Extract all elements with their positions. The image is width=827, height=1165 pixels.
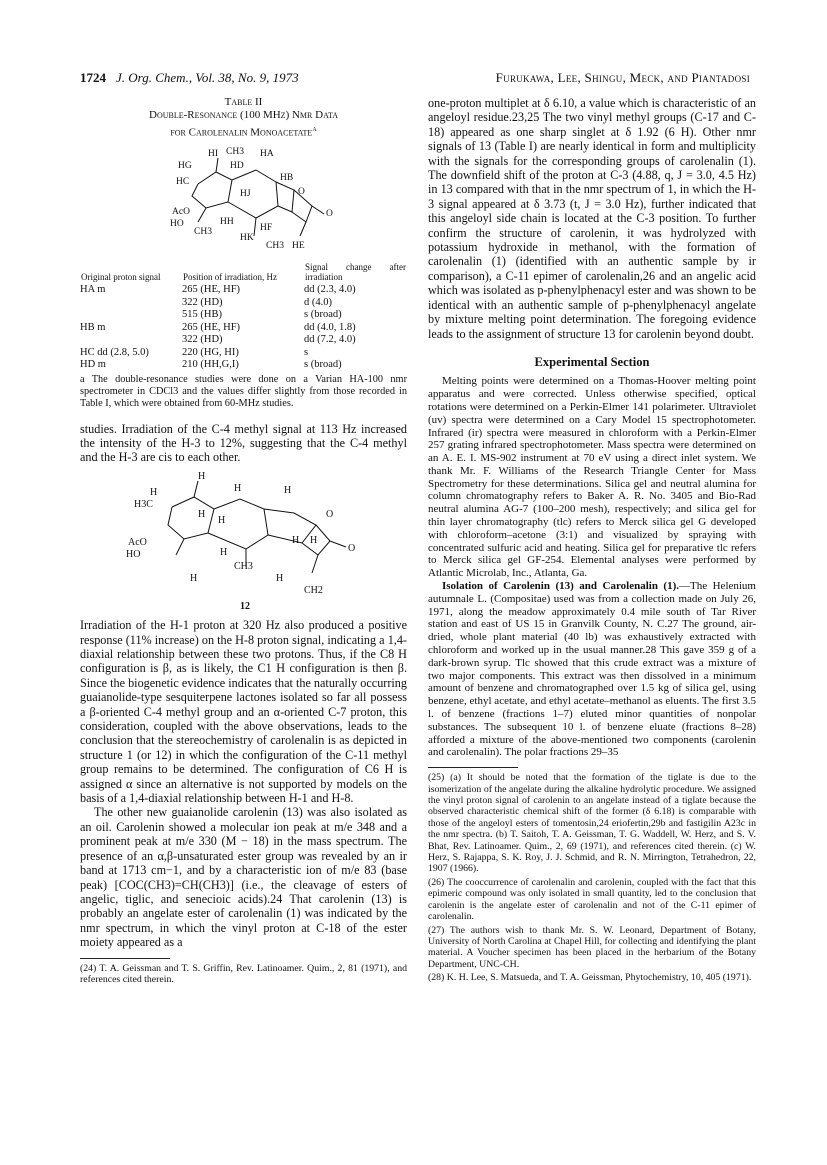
- svg-text:O: O: [326, 508, 334, 520]
- footnote-27: (27) The authors wish to thank Mr. S. W. Leonard, Department of Botany, University of North Carolina at Chapel Hill, for collecting and identifying the plant material. A Voucher specimen has been placed in the herbarium of the Botany Department, UNC-CH.: [428, 924, 756, 970]
- table-row: HA m 265 (HE, HF) dd (2.3, 4.0): [80, 284, 356, 296]
- footnotes-right: [428, 772, 756, 983]
- paragraph: Melting points were determined on a Thomas-Hoover melting point apparatus and were corrected. Unless otherwise specified, optical rotations were determined on a Perkin-Elmer 141 polarimeter. Ultraviolet (uv) spectra were determined on a Cary Model 15 spectrophotometer. Infrared (ir) spectra were measured in chloroform with a Perkin-Elmer 257 grating infrared spectrophotometer. Mass spectra were determined on an A. E. I. MS-902 instrument at 70 eV using a direct inlet system. We thank Mr. F. Williams of the Research Triangle Center for Mass Spectrometry for these determinations. Silica gel and neutral alumina for column chromatography refers to Baker A. R. No. 3405 and Bio-Rad neutral alumina AG-7 (100–200 mesh), respectively; and silica gel for thin layer chromatography (tlc) refers to Merck silica gel G developed with chloroform–acetone (3:1) and visualized by spraying with concentrated sulfuric acid and heating. Silica gel for preparative tlc refers to Merck silica gel GF-254. Elemental analyses were performed by Atlantic Microlab, Inc., Atlanta, Ga.: [428, 375, 756, 580]
- svg-text:CH3: CH3: [226, 146, 244, 157]
- footnote-28: (28) K. H. Lee, S. Matsueda, and T. A. Geissman, Phytochemistry, 10, 405 (1971).: [428, 972, 752, 984]
- table-title-line1: Double-Resonance (100 MHz) Nmr Data: [149, 109, 338, 121]
- svg-text:AcO: AcO: [172, 206, 190, 217]
- footnote-25: (25) (a) It should be noted that the formation of the tiglate is due to the isomerization of the angelate during the alkaline hydrolytic procedure. We assigned the vinyl proton signal of carolenin to an angelate instead of a tiglate because the observed characteristic chemical shift of the former (δ 6.18) is comparable with those of the angeloyl esters of tomentosin,24 eriofertin,29b and fastigilin A23c in the nmr spectra. (b) T. Saitoh, T. A. Geissman, T. G. Waddell, W. Herz, and S. V. Bhat, Rev. Latinoamer. Quim., 2, 69 (1971), and references cited therein. (c) W. Herz, S. Rajappa, S. K. Roy, J. J. Schmid, and R. N. Mirrington, Tetrahedron, 22, 1907 (1966).: [428, 772, 756, 875]
- paragraph: The other new guaianolide carolenin (13) was also isolated as an oil. Carolenin showed a molecular ion peak at m/e 348 and a prominent peak at m/e 330 (M − 18) in the mass spectrum. The presence of an α,β-unsaturated ester group was revealed by an ir band at 1713 cm−1, and by a characteristic ion of m/e 83 (base peak) [COC(CH3)=CH(CH3)] (i.e., the cleavage of esters of angelic, tiglic, and senecioic acids).24 That carolenin (13) is probably an angelate ester of carolenalin (1) was indicated by the nmr spectrum, in which the vinyl proton at C-18 of the ester moiety appeared as a: [80, 805, 407, 950]
- svg-text:H: H: [220, 546, 228, 558]
- svg-text:H: H: [198, 470, 206, 482]
- carolenalin-monoacetate-structure: [80, 144, 407, 252]
- structure-labels: [170, 147, 333, 251]
- col-signal-change: Signal change after irradiation: [305, 262, 406, 283]
- svg-text:HC: HC: [176, 176, 190, 187]
- col-original-signal: Original proton signal: [81, 272, 161, 283]
- svg-text:HO: HO: [126, 548, 141, 560]
- svg-text:H: H: [310, 534, 318, 546]
- table-footnote: a The double-resonance studies were done on a Varian HA-100 nmr spectrometer in CDCl3 and the values differ slightly from those recorded in Table I, which were obtained from 60-MHz studies.: [80, 373, 407, 409]
- paragraph: Isolation of Carolenin (13) and Carolenalin (1).—The Helenium autumnale L. (Compositae) used was from a collection made on July 26, 1971, along the meadow approximately 0.4 mile south of Tar River station and east of US 15 in Granvilk County, N. C.27 The ground, air-dried, whole plant material (40 lb) was exhaustively extracted with chloroform and worked up in the usual manner.28 This gave 359 g of a dark-brown syrup. Tlc showed that this crude extract was a mixture of two major components. This extract was then dissolved in a minimum amount of benzene and chromatographed over 1.5 kg of silica gel, using benzene, ethyl acetate, and ethyl acetate–methanol as eluents. The first 3.5 l. of benzene (fractions 1–7) eluted minor quantities of nonpolar substances. The subsequent 10 l. of benzene eluate (fractions 8–28) afforded a mixture of the above-mentioned two components (carolenin and carolenalin). The polar fractions 29–35: [428, 580, 756, 759]
- paragraph: studies. Irradiation of the C-4 methyl signal at 113 Hz increased the intensity of the H-3 to 12%, suggesting that the C-4 methyl and the H-3 are cis to each other.: [80, 421, 407, 465]
- svg-text:O: O: [326, 208, 333, 219]
- footnote-rule: [428, 767, 518, 768]
- left-column: [80, 96, 407, 987]
- paragraph: Irradiation of the H-1 proton at 320 Hz also produced a positive response (11% increase) on the H-8 proton signal, indicating a 1,4-diaxial relationship between these two protons. Thus, if the C8 H configuration is β, as is likely, the C1 H configuration is then β. Since the biogenetic evidence indicates that the naturally occurring guaianolide-type sesquiterpene lactones isolated so far all possess a β-oriented C-4 methyl group and an α-oriented C-7 proton, this consideration, coupled with the above observations, leads to the conclusion that the stereochemistry of carolenalin is as depicted in structure 1 (or 12) in which the configuration of the C-11 methyl group remains to be determined. The configuration of C6 H is assigned α since an alternative is not supported by models on the basis of a 1,4-diaxial relationship between H-1 and H-8.: [80, 618, 407, 806]
- footnote-24: (24) T. A. Geissman and T. S. Griffin, Rev. Latinoamer. Quim., 2, 81 (1971), and references cited therein.: [80, 962, 407, 985]
- table-row: HD m 210 (HH,G,I) s (broad): [80, 359, 342, 371]
- svg-text:HE: HE: [292, 240, 305, 251]
- footnote-26: (26) The cooccurrence of carolenalin and carolenin, coupled with the fact that this epimeric compound was only isolated in small quantity, led to the conclusion that carolenin is the angelate ester of carolenalin and not of the C-11 epimer of carolenalin.: [428, 876, 756, 923]
- svg-text:AcO: AcO: [128, 536, 147, 548]
- svg-text:HB: HB: [280, 172, 294, 183]
- svg-text:HF: HF: [260, 222, 273, 233]
- structure-12: [80, 469, 407, 611]
- svg-text:HA: HA: [260, 148, 274, 159]
- svg-text:HH: HH: [220, 216, 234, 227]
- table-row: HC dd (2.8, 5.0) 220 (HG, HI) s: [80, 346, 309, 358]
- paragraph: one-proton multiplet at δ 6.10, a value which is characteristic of an angeloyl residue.23,25 The two vinyl methyl groups (C-17 and C-18) appeared as one sharp singlet at δ 1.92 (6 H). Other nmr signals of 13 (Table I) are nearly identical in form and multiplicity with the signals for the corresponding groups of carolenalin (1). The downfield shift of the proton at C-3 (4.88, q, J = 3.0, 4.5 Hz) in 13 compared with that in the nmr spectrum of 1, in which the H-3 signal appeared at δ 3.73 (t, J = 3.0 Hz), further indicated that this angeloyl side chain is located at the C-3 position. To further confirm the structure of carolenin, it was hydrolyzed with potassium hydroxide in methanol, with the formation of carolenalin (1) (identified with an authentic sample by ir comparison), a C-11 epimer of carolenalin,26 and an angelic acid which was isolated as p-phenylphenacyl ester and was shown to be identical with an authentic sample of p-phenylphenacyl angelate by mixture melting point determination. The foregoing evidence leads to the assignment of structure 13 for carolenin beyond doubt.: [428, 96, 756, 341]
- svg-text:HJ: HJ: [240, 188, 251, 199]
- running-header: [80, 70, 750, 88]
- paragraph-heading: Isolation of Carolenin (13) and Carolenalin (1).: [442, 580, 680, 593]
- right-column: [428, 96, 756, 986]
- table-row: 515 (HB) s (broad): [182, 309, 342, 321]
- svg-text:H: H: [284, 484, 292, 496]
- svg-text:O: O: [348, 542, 356, 554]
- footnote-rule: [80, 958, 170, 959]
- table-label: Table II: [224, 96, 263, 108]
- structure-12-labels: [126, 471, 355, 611]
- svg-text:H: H: [190, 572, 198, 584]
- header-authors: Furukawa, Lee, Shingu, Meck, and Piantadosi: [495, 70, 750, 85]
- svg-text:H: H: [276, 572, 284, 584]
- svg-text:HG: HG: [178, 160, 192, 171]
- svg-text:H: H: [150, 486, 158, 498]
- svg-text:H: H: [218, 514, 226, 526]
- journal-citation: J. Org. Chem., Vol. 38, No. 9, 1973: [116, 70, 299, 85]
- svg-text:HK: HK: [240, 232, 254, 243]
- table-row: 322 (HD) dd (7.2, 4.0): [182, 334, 356, 346]
- nmr-table: [80, 261, 407, 372]
- page-number: 1724: [80, 70, 106, 85]
- svg-text:CH3: CH3: [234, 560, 253, 572]
- svg-text:CH3: CH3: [194, 226, 212, 237]
- svg-text:CH2: CH2: [304, 584, 323, 596]
- svg-text:HO: HO: [170, 218, 184, 229]
- svg-text:H: H: [292, 534, 300, 546]
- svg-text:CH3: CH3: [266, 240, 284, 251]
- table-row: 322 (HD) d (4.0): [182, 296, 332, 308]
- svg-text:O: O: [298, 186, 305, 197]
- section-heading: Experimental Section: [534, 354, 650, 369]
- table-row: HB m 265 (HE, HF) dd (4.0, 1.8): [80, 321, 356, 333]
- svg-text:HI: HI: [208, 148, 219, 159]
- col-irradiation: Position of irradiation, Hz: [183, 272, 277, 283]
- svg-text:H: H: [234, 482, 242, 494]
- table-title-line2: for Carolenalin Monoacetate$^a$: [170, 124, 317, 139]
- svg-text:H3C: H3C: [134, 498, 153, 510]
- svg-text:12: 12: [240, 600, 250, 611]
- svg-text:HD: HD: [230, 160, 244, 171]
- header-left: [80, 70, 299, 86]
- svg-text:H: H: [198, 508, 206, 520]
- footnotes-left: [80, 963, 407, 986]
